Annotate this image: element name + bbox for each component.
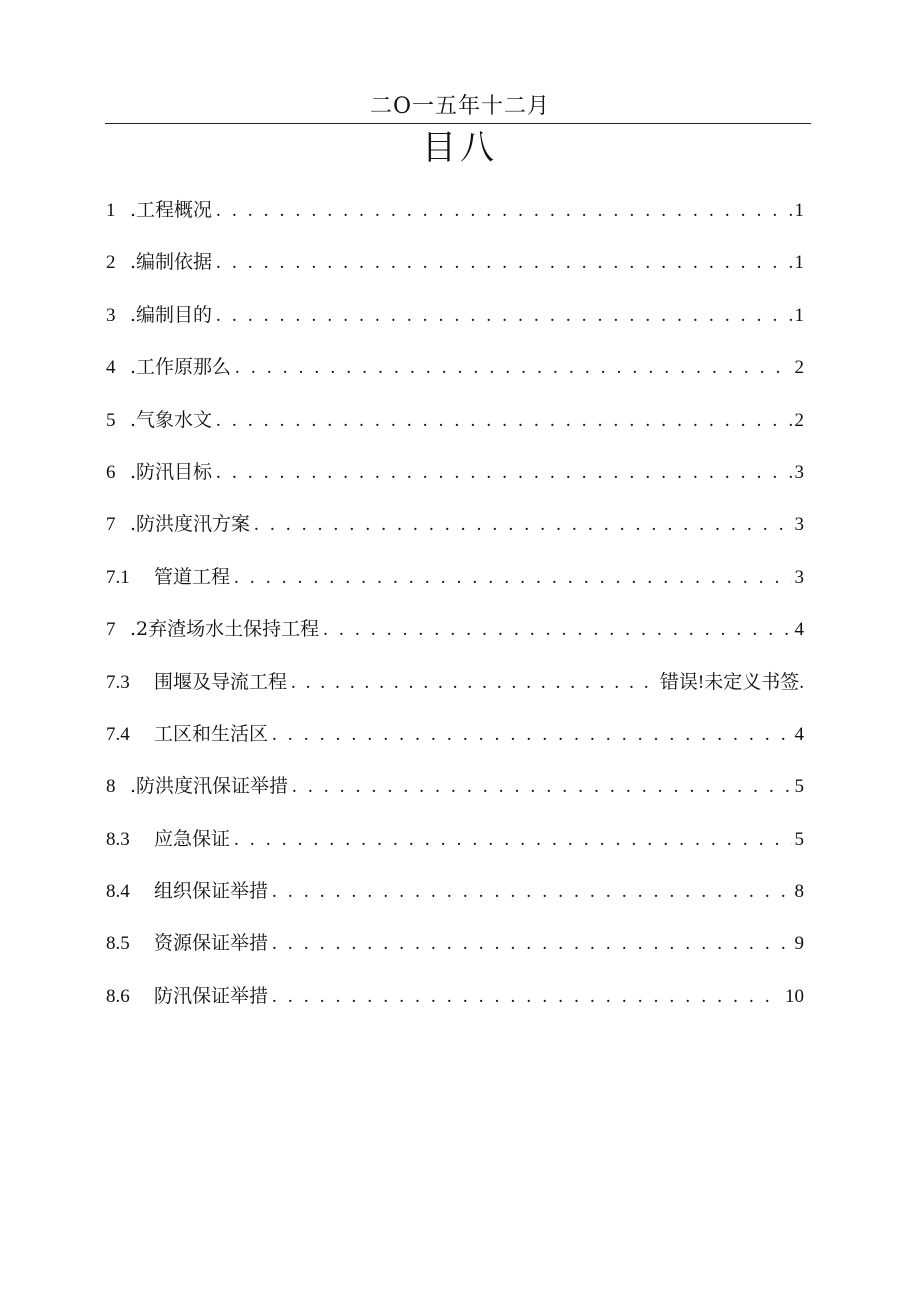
toc-entry-page: 5 <box>794 776 804 798</box>
toc-leader-dots <box>216 407 791 435</box>
toc-entry-label: 管道工程 <box>154 565 231 588</box>
toc-entry-page: 5 <box>794 828 804 850</box>
toc-entry[interactable] <box>106 563 804 615</box>
toc-leader-dots <box>291 669 657 697</box>
toc-entry-page: 10 <box>785 985 804 1007</box>
toc-entry-number: 8 <box>106 776 116 798</box>
toc-entry-page: 4 <box>794 619 804 641</box>
toc-leader-dots <box>272 721 791 749</box>
toc-entry[interactable] <box>106 668 804 720</box>
toc-entry[interactable] <box>106 772 804 824</box>
toc-entry-page: 3 <box>794 566 804 588</box>
toc-entry-page: 3 <box>794 514 804 536</box>
toc-entry-label: .2弃渣场水土保持工程 <box>130 618 320 641</box>
toc-entry-page: 3 <box>794 461 804 483</box>
toc-entry-number: 6 <box>106 461 116 483</box>
toc-leader-dots <box>272 878 791 906</box>
toc-entry[interactable] <box>106 353 804 405</box>
toc-entry-page: 2 <box>794 357 804 379</box>
toc-entry-page: 1 <box>794 252 804 274</box>
toc-entry-label: .工程概况 <box>130 199 213 221</box>
toc-entry[interactable] <box>106 196 804 248</box>
toc-entry[interactable] <box>106 825 804 877</box>
toc-entry[interactable] <box>106 615 804 667</box>
toc-entry-number: 7 <box>106 619 116 641</box>
toc-leader-dots <box>292 773 791 801</box>
toc-title: 目八 <box>422 128 498 168</box>
toc-entry-label: 围堰及导流工程 <box>154 670 288 693</box>
toc-leader-dots <box>216 197 791 225</box>
toc-entry[interactable] <box>106 982 804 1034</box>
toc-entry[interactable] <box>106 720 804 772</box>
toc-entry-label: .防洪度汛方案 <box>130 513 251 536</box>
toc-leader-dots <box>235 354 791 382</box>
toc-entry-page: 1 <box>794 304 804 326</box>
toc-entry-page: 9 <box>794 933 804 955</box>
toc-leader-dots <box>234 826 791 854</box>
toc-entry[interactable] <box>106 929 804 981</box>
toc-entry-number: 4 <box>106 357 116 379</box>
toc-entry-number: 2 <box>106 252 116 274</box>
toc-entry-number: 8.5 <box>106 933 130 955</box>
header-rule <box>105 123 811 124</box>
toc-leader-dots <box>272 983 782 1011</box>
toc-entry-label: .防洪度汛保证举措 <box>130 775 289 798</box>
toc-entry[interactable] <box>106 406 804 458</box>
toc-entry-number: 7.1 <box>106 566 130 588</box>
table-of-contents <box>106 196 804 1034</box>
toc-leader-dots <box>323 616 791 644</box>
toc-entry[interactable] <box>106 510 804 562</box>
toc-entry-number: 8.3 <box>106 828 130 850</box>
toc-entry-label: 应急保证 <box>154 827 231 850</box>
toc-entry-label: .气象水文 <box>130 408 213 431</box>
toc-entry-page-error: 错误!未定义书签. <box>659 671 804 693</box>
toc-entry-label: .防汛目标 <box>130 460 213 483</box>
toc-entry-number: 8.6 <box>106 985 130 1007</box>
toc-entry-label: 工区和生活区 <box>154 722 269 745</box>
toc-entry-page: 4 <box>794 723 804 745</box>
toc-entry-label: 资源保证举措 <box>154 932 269 955</box>
toc-entry-number: 7.4 <box>106 723 130 745</box>
document-date: 二O一五年十二月 <box>369 94 551 119</box>
toc-entry[interactable] <box>106 877 804 929</box>
toc-entry-page: 1 <box>794 200 804 221</box>
toc-leader-dots <box>272 930 791 958</box>
toc-entry-label: .编制目的 <box>130 303 213 326</box>
toc-entry-label: 组织保证举措 <box>154 880 269 903</box>
toc-entry[interactable] <box>106 248 804 300</box>
toc-leader-dots <box>216 249 791 277</box>
toc-entry-number: 7.3 <box>106 671 130 693</box>
toc-entry-number: 1 <box>106 200 116 221</box>
toc-entry-label: .工作原那么 <box>130 356 232 379</box>
toc-leader-dots <box>234 564 791 592</box>
toc-entry-label: .编制依据 <box>130 251 213 274</box>
toc-entry-page: 8 <box>794 881 804 903</box>
toc-leader-dots <box>216 459 791 487</box>
toc-entry-number: 7 <box>106 514 116 536</box>
toc-entry[interactable] <box>106 301 804 353</box>
toc-leader-dots <box>216 302 791 330</box>
toc-entry[interactable] <box>106 458 804 510</box>
toc-entry-number: 3 <box>106 304 116 326</box>
toc-entry-page: 2 <box>794 409 804 431</box>
toc-leader-dots <box>254 511 791 539</box>
toc-entry-label: 防汛保证举措 <box>154 984 269 1007</box>
toc-entry-number: 8.4 <box>106 881 130 903</box>
toc-entry-number: 5 <box>106 409 116 431</box>
